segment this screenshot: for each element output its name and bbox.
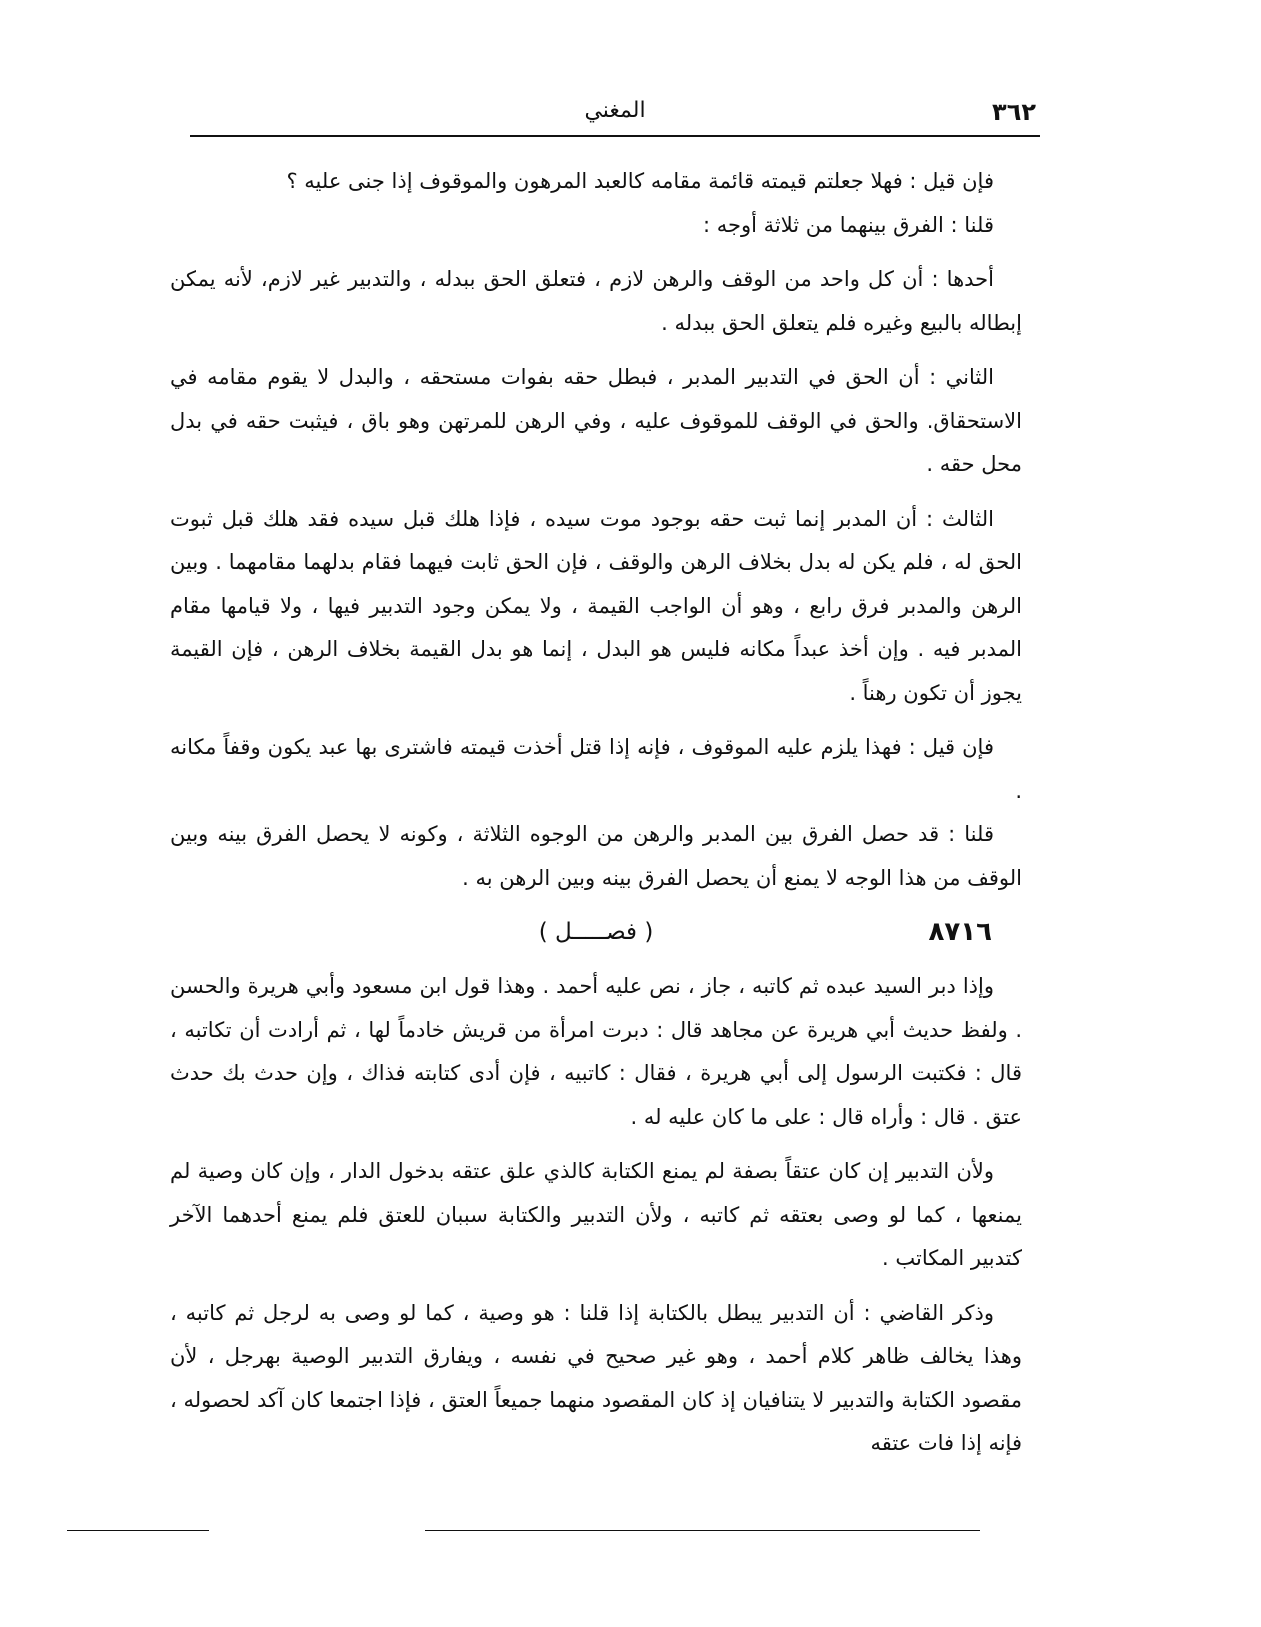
page-header <box>190 96 1040 132</box>
section-title: ( فصـــــل ) <box>538 919 654 945</box>
paragraph-answer-2: قلنا : قد حصل الفرق بين المدبر والرهن من الوجوه الثلاثة ، وكونه لا يحصل الفرق بينه وبين الوقف من هذا الوجه لا يمنع أن يحصل الفرق بينه وبين الرهن به . <box>170 822 1022 890</box>
footer-rule-left <box>67 1530 209 1531</box>
paragraph-section-1: وإذا دبر السيد عبده ثم كاتبه ، جاز ، نص عليه أحمد . وهذا قول ابن مسعود وأبي هريرة والحسن . ولفظ حديث أبي هريرة عن مجاهد قال : دبرت امرأة من قريش خادماً لها ، ثم أرادت أن تكاتبه ، قال : فكتبت الرسول إلى أبي هريرة ، فقال : كاتبيه ، فإن أدى كتابته فذاك ، وإن حدث بك حدث عتق . قال : وأراه قال : على ما كان عليه له . <box>170 974 1022 1129</box>
footer-rule-right <box>425 1530 980 1531</box>
paragraph-first-reason: أحدها : أن كل واحد من الوقف والرهن لازم ، فتعلق الحق ببدله ، والتدبير غير لازم، لأنه يمكن إبطاله بالبيع وغيره فلم يتعلق الحق ببدله . <box>170 267 1022 335</box>
section-number: ٨٧١٦ <box>928 917 992 947</box>
paragraph-answer-intro: قلنا : الفرق بينهما من ثلاثة أوجه : <box>702 212 994 237</box>
paragraph-third-reason: الثالث : أن المدبر إنما ثبت حقه بوجود موت سيده ، فإذا هلك قبل سيده فقد هلك قبل ثبوت الحق له ، فلم يكن له بدل بخلاف الرهن والوقف ، فإن الحق ثابت فيهما فقام بدلهما مقامهما . وبين الرهن والمدبر فرق رابع ، وهو أن الواجب القيمة ، ولا يمكن وجود التدبير فيها ، ولا قيامها مقام المدبر فيه . وإن أخذ عبداً مكانه فليس هو البدل ، إنما هو بدل القيمة بخلاف الرهن ، فإن القيمة يجوز أن تكون رهناً . <box>170 506 1022 705</box>
paragraph-second-reason: الثاني : أن الحق في التدبير المدبر ، فبطل حقه بفوات مستحقه ، والبدل لا يقوم مقامه في الاستحقاق. والحق في الوقف للموقوف عليه ، وفي الرهن للمرتهن وهو باق ، فيثبت حقه في بدل محل حقه . <box>170 365 1022 476</box>
paragraph-objection-1: فإن قيل : فهلا جعلتم قيمته قائمة مقامه كالعبد المرهون والموقوف إذا جنى عليه ؟ <box>286 169 994 193</box>
header-rule <box>190 135 1040 137</box>
page-number: ٣٦٢ <box>992 98 1036 126</box>
paragraph-section-3: وذكر القاضي : أن التدبير يبطل بالكتابة إذا قلنا : هو وصية ، كما لو وصى به لرجل ثم كاتبه ، وهذا يخالف ظاهر كلام أحمد ، وهو غير صحيح في نفسه ، ويفارق التدبير الوصية بهرجل ، لأن مقصود الكتابة والتدبير لا يتنافيان إذ كان المقصود منهما جميعاً العتق ، فإذا اجتمعا كان آكد لحصوله ، فإنه إذا فات عتقه <box>170 1300 1022 1455</box>
section-heading <box>170 911 1022 951</box>
paragraph-section-2: ولأن التدبير إن كان عتقاً بصفة لم يمنع الكتابة كالذي علق عتقه بدخول الدار ، وإن كان وصية لم يمنعها ، كما لو وصى بعتقه ثم كاتبه ، ولأن التدبير والكتابة سببان للعتق فلم يمنع أحدهما الآخر كتدبير المكاتب . <box>170 1159 1022 1270</box>
main-text <box>170 160 1022 1466</box>
running-title: المغني <box>584 98 646 123</box>
paragraph-objection-2: فإن قيل : فهذا يلزم عليه الموقوف ، فإنه إذا قتل أخذت قيمته فاشترى بها عبد يكون وقفاً مكانه . <box>170 735 1022 803</box>
